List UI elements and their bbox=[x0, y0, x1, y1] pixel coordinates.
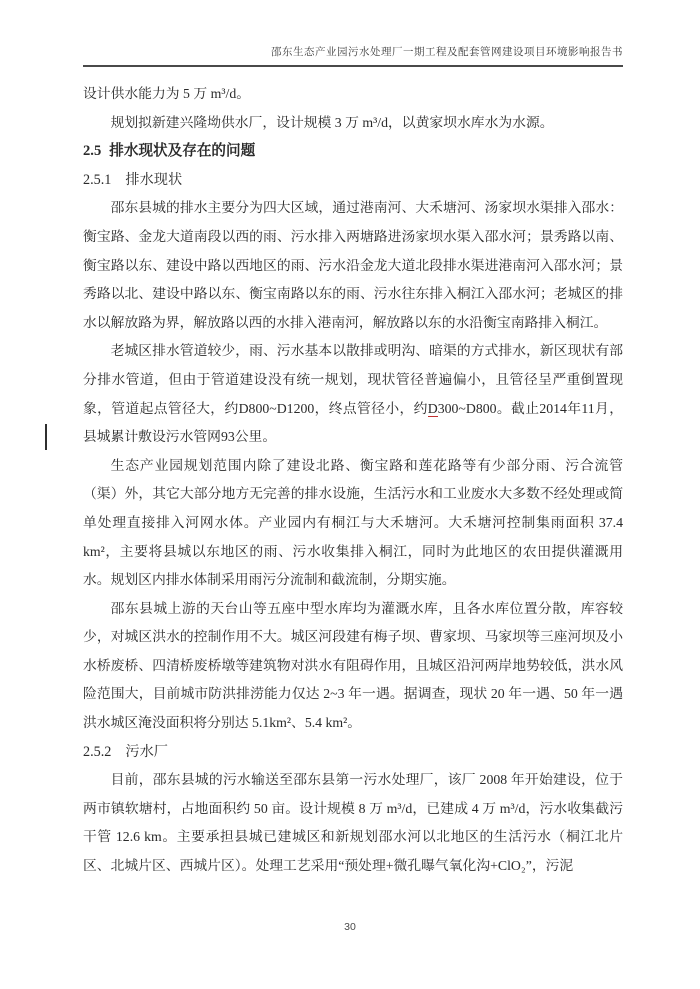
heading-2-5-1-number: 2.5.1 bbox=[83, 171, 112, 188]
paragraph-planned-waterworks: 规划拟新建兴隆坳供水厂，设计规模 3 万 m³/d，以黄家坝水库水为水源。 bbox=[110, 114, 554, 130]
header-title: 邵东生态产业园污水处理厂一期工程及配套管网建设项目环境影响报告书 bbox=[271, 47, 623, 58]
heading-2-5-number: 2.5 bbox=[83, 143, 102, 160]
heading-2-5-2-number: 2.5.2 bbox=[83, 743, 112, 760]
paragraph-water-supply: 设计供水能力为 5 万 m³/d。 bbox=[83, 86, 251, 101]
heading-2-5-1-title: 排水现状 bbox=[125, 171, 183, 188]
revision-mark bbox=[45, 424, 47, 450]
page-number: 30 bbox=[344, 921, 356, 933]
heading-section-2-5-1 bbox=[83, 166, 623, 195]
page-header bbox=[83, 44, 623, 67]
paragraph-industrial-park: 生态产业园规划范围内除了建设北路、衡宝路和莲花路等有少部分雨、污合流管（渠）外，其它大部分地方无完善的排水设施，生活污水和工业废水大多数不经处理或简单处理直接排入河网水体。产业园内有桐江与大禾塘河。大禾塘河控制集雨面积 37.4 km²，主要将县城以东地区的雨、污水收集排入桐江，同时为此地区的农田提供灌溉用水。规划区内排水体制采用雨污分流制和截流制，分期实施。 bbox=[83, 457, 623, 588]
heading-section-2-5-2 bbox=[83, 738, 623, 767]
paragraph-flood-control: 邵东县城上游的天台山等五座中型水库均为灌溉水库，且各水库位置分散，库容较少，对城区洪水的控制作用不大。城区河段建有梅子坝、曹家坝、马家坝等三座河坝及小水桥废桥、四清桥废桥墩等建筑物对洪水有阻碍作用，且城区沿河两岸地势较低，洪水风险范围大，目前城市防洪排涝能力仅达 2~3 年一遇。据调查，现状 20 年一遇、50 年一遇洪水城区淹没面积将分别达 5.1km²、5.4 km²。 bbox=[83, 600, 623, 731]
paragraph-drainage-zones: 邵东县城的排水主要分为四大区域，通过港南河、大禾塘河、汤家坝水渠排入邵水：衡宝路、金龙大道南段以西的雨、污水排入两塘路进汤家坝水渠入邵水河；景秀路以南、衡宝路以东、建设中路以西地区的雨、污水沿金龙大道北段排水渠进港南河入邵水河；景秀路以北、建设中路以东、衡宝南路以东的雨、污水往东排入桐江入邵水河；老城区的排水以解放路为界，解放路以西的水排入港南河，解放路以东的水沿衡宝南路排入桐江。 bbox=[83, 200, 623, 330]
paragraph-pipe-network bbox=[83, 337, 623, 451]
pipe-network-text-before: 老城区排水管道较少，雨、污水基本以散排或明沟、暗渠的方式排水，新区现状有部分排水管道，但由于管道建设没有统一规划，现状管径普遍偏小，且管径呈严重倒置现象，管道起点管径大，约D800~D1200，终点管径小，约 bbox=[83, 343, 623, 416]
heading-section-2-5 bbox=[83, 137, 623, 166]
heading-2-5-title: 排水现状及存在的问题 bbox=[109, 143, 256, 160]
heading-2-5-2-title: 污水厂 bbox=[125, 743, 168, 760]
pipe-network-text-after: 300~D800。截止2014年11月，县城累计敷设污水管网93公里。 bbox=[83, 400, 623, 445]
red-underlined-text: D bbox=[427, 400, 438, 416]
paragraph-wastewater-plant: 目前，邵东县城的污水输送至邵东县第一污水处理厂，该厂 2008 年开始建设，位于两市镇软塘村，占地面积约 50 亩。设计规模 8 万 m³/d，已建成 4 万 m³/d，污水收集截污干管 12.6 km。主要承担县城已建城区和新规划邵水河以北地区的生活污水（桐江北片区、北城片区、西城片区）。处理工艺采用“预处理+微孔曝气氧化沟+ClO₂”，污泥 bbox=[83, 772, 623, 874]
page-footer bbox=[0, 921, 700, 933]
document-body bbox=[83, 80, 623, 881]
